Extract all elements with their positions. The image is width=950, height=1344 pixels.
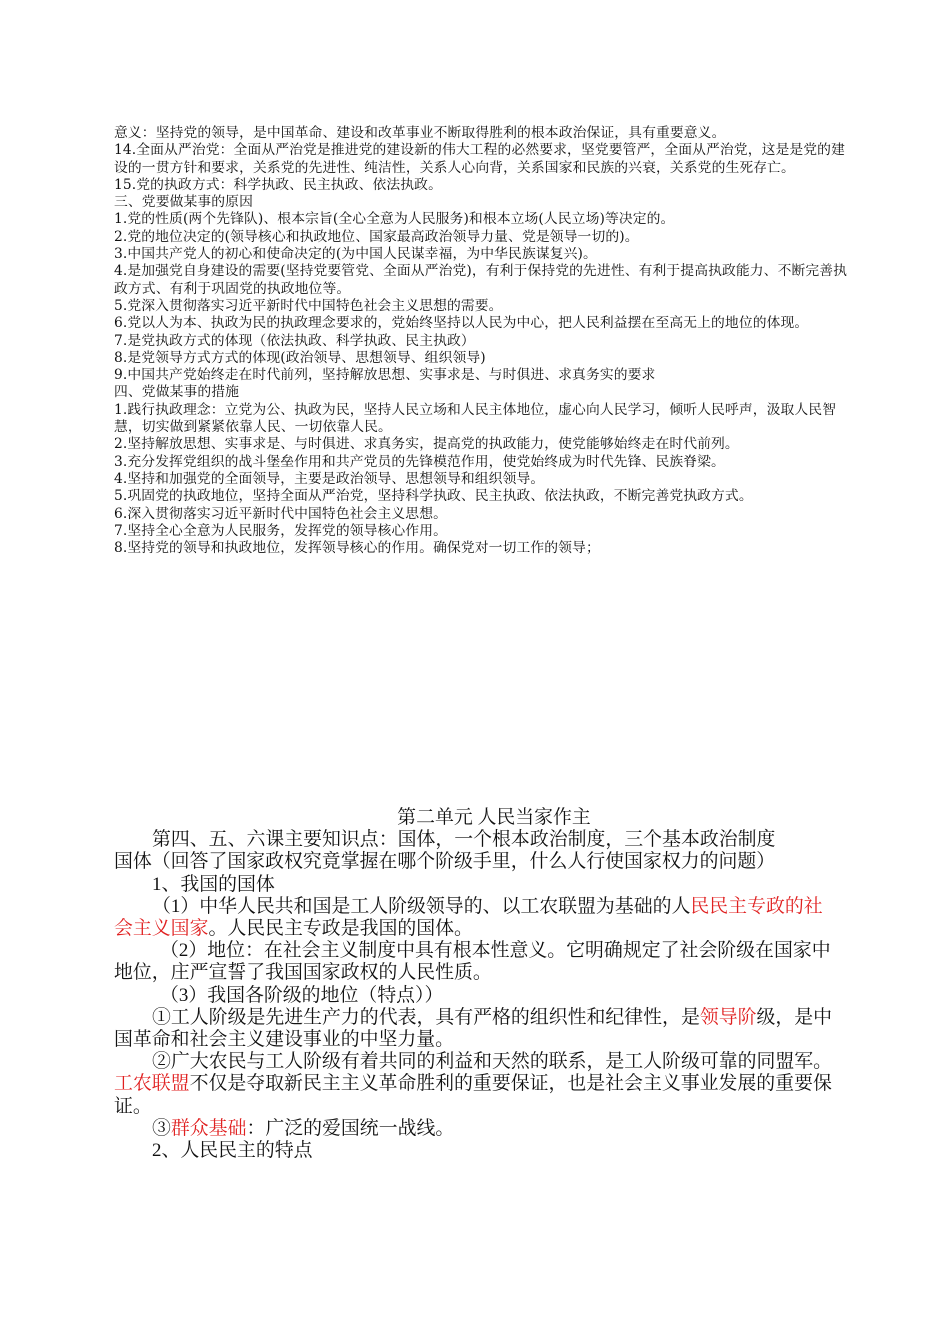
list-item: 8.是党领导方式方式的体现(政治领导、思想领导、组织领导) — [114, 349, 486, 366]
list-item: 7.坚持全心全意为人民服务，发挥党的领导核心作用。 — [114, 522, 447, 539]
list-item: 1.党的性质(两个先锋队)、根本宗旨(全心全意为人民服务)和根本立场(人民立场)等决定的。 — [114, 211, 675, 228]
unit-two-section — [114, 807, 834, 1162]
text: ①工人阶级是先进生产力的代表，具有严格的组织性和纪律性，是 — [152, 1006, 700, 1028]
text: ：广泛的爱国统一战线。 — [246, 1117, 455, 1139]
section-heading: 四、党做某事的措施 — [114, 384, 240, 401]
section-heading: 三、党要做某事的原因 — [114, 194, 253, 211]
paragraph: 15.党的执政方式：科学执政、民主执政、依法执政。 — [114, 176, 442, 193]
subheading-guoti: 1、我国的国体 — [152, 873, 275, 895]
list-item: 7.是党执政方式的体现（依法执政、科学执政、民主执政） — [114, 332, 475, 349]
text: （1）中华人民共和国是工人阶级领导的、以工农联盟为基础的人 — [152, 895, 691, 917]
highlighted-text: 工农联盟 — [114, 1073, 190, 1095]
party-notes-section — [114, 125, 850, 557]
subheading-democracy: 2、人民民主的特点 — [152, 1140, 313, 1162]
text: 级，是中国革命和社会主义建设事业的中坚力量。 — [114, 1006, 833, 1051]
paragraph: 14.全面从严治党：全面从严治党是推进党的建设新的伟大工程的必然要求，坚党要管严，全面从严治党，这是是党的建设的一贯方针和要求，关系党的先进性、纯洁性，关系人心向背，关系国家和民族的兴衰，关系党的生死存亡。 — [114, 142, 845, 176]
list-item: 4.是加强党自身建设的需要(坚持党要管党、全面从严治党)，有利于保持党的先进性、有利于提高执政能力、不断完善执政方式、有利于巩固党的执政地位等。 — [114, 263, 848, 297]
text: 。人民民主专政是我国的国体。 — [208, 918, 473, 940]
paragraph: 意义：坚持党的领导，是中国革命、建设和改革事业不断取得胜利的根本政治保证，具有重要意义。 — [114, 125, 726, 141]
list-item: 9.中国共产党始终走在时代前列，坚持解放思想、实事求是、与时俱进、求真务实的要求 — [114, 367, 656, 384]
text: ②广大农民与工人阶级有着共同的利益和天然的联系，是工人阶级可靠的同盟军。 — [152, 1051, 833, 1073]
intro-paragraph: 第四、五、六课主要知识点：国体，一个根本政治制度，三个基本政治制度 — [152, 829, 776, 851]
guoti-paragraph: 国体（回答了国家政权究竟掌握在哪个阶级手里，什么人行使国家权力的问题） — [114, 851, 776, 873]
list-item: 8.坚持党的领导和执政地位，发挥领导核心的作用。确保党对一切工作的领导； — [114, 540, 600, 557]
text: 不仅是夺取新民主主义革命胜利的重要保证，也是社会主义事业发展的重要保证。 — [114, 1073, 832, 1117]
list-item: 2.党的地位决定的(领导核心和执政地位、国家最高政治领导力量、党是领导一切的)。 — [114, 228, 639, 245]
text: ③ — [152, 1117, 171, 1139]
highlighted-text: 民民主专政的社会主义国家 — [114, 895, 823, 940]
highlighted-text: 群众基础 — [170, 1117, 247, 1139]
paragraph-status: （2）地位：在社会主义制度中具有根本性意义。它明确规定了社会阶级在国家中地位，庄严宣誓了我国国家政权的人民性质。 — [114, 940, 831, 984]
item-working-class — [114, 1007, 834, 1051]
list-item: 5.党深入贯彻落实习近平新时代中国特色社会主义思想的需要。 — [114, 297, 503, 314]
list-item: 6.深入贯彻落实习近平新时代中国特色社会主义思想。 — [114, 505, 447, 522]
unit-title: 第二单元 人民当家作主 — [397, 807, 591, 828]
paragraph-class-status: （3）我国各阶级的地位（特点）） — [160, 984, 444, 1006]
list-item: 6.党以人为本、执政为民的执政理念要求的，党始终坚持以人民为中心，把人民利益摆在至高无上的地位的体现。 — [114, 315, 809, 332]
list-item: 3.充分发挥党组织的战斗堡垒作用和共产党员的先锋模范作用，使党始终成为时代先锋、民族脊梁。 — [114, 453, 725, 470]
list-item: 3.中国共产党人的初心和使命决定的(为中国人民谋幸福，为中华民族谋复兴)。 — [114, 246, 597, 263]
list-item: 2.坚持解放思想、实事求是、与时俱进、求真务实，提高党的执政能力，使党能够始终走在时代前列。 — [114, 436, 739, 453]
list-item: 4.坚持和加强党的全面领导，主要是政治领导、思想领导和组织领导。 — [114, 470, 545, 487]
item-mass-base — [114, 1118, 834, 1140]
item-peasants — [114, 1051, 834, 1118]
list-item: 1.践行执政理念：立党为公、执政为民，坚持人民立场和人民主体地位，虚心向人民学习，倾听人民呼声，汲取人民智慧，切实做到紧紧依靠人民、一切依靠人民。 — [114, 401, 837, 436]
highlighted-text: 领导阶 — [699, 1006, 757, 1028]
paragraph-state-nature — [114, 896, 834, 940]
list-item: 5.巩固党的执政地位，坚持全面从严治党，坚持科学执政、民主执政、依法执政，不断完善党执政方式。 — [114, 488, 753, 505]
